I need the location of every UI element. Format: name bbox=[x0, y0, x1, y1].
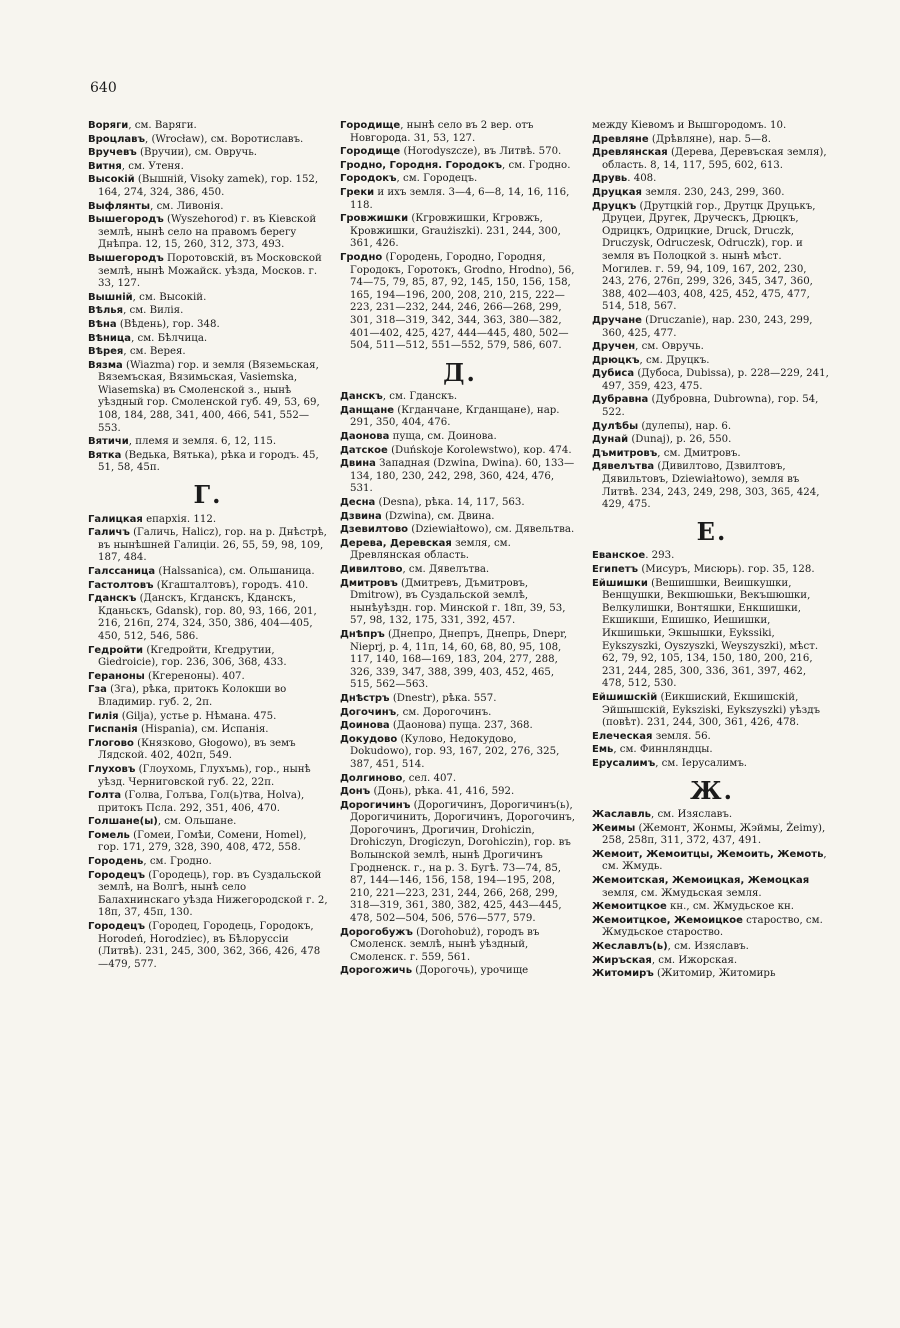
entry-text: (Hispania), см. Испанія. bbox=[137, 724, 269, 736]
entry-text: , (Wrocław), см. Воротиславъ. bbox=[144, 133, 304, 145]
index-entry bbox=[592, 173, 832, 186]
index-entry bbox=[592, 355, 832, 368]
index-entry bbox=[88, 830, 328, 855]
entry-headword: Жеимы bbox=[592, 822, 636, 834]
entry-headword: Вѣлья bbox=[88, 305, 124, 317]
entry-text: (Дубоса, Dubissa), р. 228—229, 241, 497, 359, 423, 475. bbox=[602, 368, 829, 392]
entry-text: (Duńskoje Korolewstwo), кор. 474. bbox=[387, 444, 572, 456]
index-entry bbox=[88, 684, 328, 709]
entry-text: , см. Бѣлчица. bbox=[131, 332, 208, 344]
index-entry bbox=[340, 707, 580, 720]
entry-text: (Городень, Городно, Городня, Городокъ, Горотокъ, Grodno, Hrodno), 56, 74—75, 79, 85, 87, 92, 145, 150, 156, 158, 165, 194—196, 200, 208, 210, 215, 222—223, 231—232, 244, 246, 266—268, 299, 301, 318—319, 342, 344, 363, 380—382, 401—402, 425, 427, 444—445, 480, 502—504, 511—512, 551—552, 579, 586, 607. bbox=[350, 251, 575, 352]
index-entry bbox=[340, 734, 580, 772]
entry-headword: Жемоитцкое bbox=[592, 901, 667, 913]
index-entry bbox=[592, 120, 832, 133]
entry-text: Западная (Dzwina, Dwina). 60, 133—134, 180, 230, 242, 298, 360, 424, 476, 531. bbox=[350, 458, 575, 495]
index-entry bbox=[340, 578, 580, 628]
entry-headword: Данскъ bbox=[340, 391, 383, 403]
entry-headword: Друцкъ bbox=[592, 200, 637, 212]
entry-headword: Высокій bbox=[88, 174, 135, 186]
entry-headword: Голшане(ы) bbox=[88, 816, 158, 828]
index-entry bbox=[592, 731, 832, 744]
entry-text: (Мисуръ, Мисюрь). гор. 35, 128. bbox=[638, 564, 815, 575]
entry-text: между Кіевомъ и Вышгородомъ. 10. bbox=[592, 120, 787, 131]
entry-text: (Dorohobuż), городъ въ Смоленск. землѣ, нынѣ уѣздный, Смоленск. г. 559, 561. bbox=[350, 926, 540, 963]
index-entry bbox=[592, 147, 832, 172]
entry-text: (Даонова) пуща. 237, 368. bbox=[389, 720, 533, 732]
entry-text: , нынѣ село въ 2 вер. отъ Новгорода. 31, 53, 127. bbox=[350, 120, 534, 144]
index-entry bbox=[340, 391, 580, 404]
index-entry bbox=[88, 870, 328, 920]
entry-headword: Вышегородъ bbox=[88, 252, 164, 264]
entry-headword: Гастолтовъ bbox=[88, 579, 154, 591]
index-entry bbox=[340, 511, 580, 524]
entry-headword: Гомель bbox=[88, 829, 130, 841]
entry-text: (Horodyszcze), въ Литвѣ. 570. bbox=[400, 146, 562, 158]
entry-headword: Вручевъ bbox=[88, 147, 137, 159]
entry-headword: Дубравна bbox=[592, 394, 649, 406]
entry-text: (Dnestr), рѣка. 557. bbox=[389, 692, 497, 704]
entry-text: (Городець), гор. въ Суздальской землѣ, на Волгѣ, нынѣ село Балахнинскаго уѣзда Нижегородской г. 2, 18п, 37, 45п, 130. bbox=[98, 869, 328, 919]
entry-text: (Wiazma) гор. и земля (Вяземьская, Вяземъская, Вязимьская, Vasiemska, Wiasemska) въ Смоленской з., нынѣ уѣздный гор. Смоленской губ. 49, 53, 69, 108, 184, 288, 341, 400, 466, 541, 552—553. bbox=[98, 359, 320, 434]
index-entry bbox=[592, 201, 832, 314]
entry-text: Поротовскій, въ Московской землѣ, нынѣ Можайск. уѣзда, Москов. г. 33, 127. bbox=[98, 252, 322, 290]
entry-headword: Данщане bbox=[340, 404, 395, 416]
page-number: 640 bbox=[90, 80, 117, 96]
entry-headword: Дручане bbox=[592, 314, 642, 326]
index-entry bbox=[592, 134, 832, 147]
index-entry bbox=[88, 645, 328, 670]
entry-text: , см. Варяги. bbox=[128, 120, 197, 131]
entry-headword: Жемоит, Жемоитцы, Жемоить, Жемоть bbox=[592, 848, 824, 860]
entry-headword: Друцкая bbox=[592, 186, 642, 198]
index-entry bbox=[592, 421, 832, 434]
index-entry bbox=[88, 566, 328, 579]
column-3 bbox=[592, 120, 832, 1310]
entry-text: (Druczanie), нар. 230, 243, 299, 360, 425, 477. bbox=[602, 314, 813, 339]
index-entry bbox=[340, 213, 580, 251]
entry-headword: Вятка bbox=[88, 449, 122, 461]
index-entry bbox=[340, 431, 580, 444]
entry-text: , см. Дорогочинъ. bbox=[396, 706, 492, 718]
index-entry bbox=[88, 319, 328, 332]
index-entry bbox=[592, 550, 832, 563]
index-entry bbox=[88, 120, 328, 133]
entry-text: , см. Ольшане. bbox=[157, 816, 237, 828]
entry-text: , см. Ливонія. bbox=[150, 200, 224, 212]
index-entry bbox=[340, 693, 580, 706]
entry-text: , см. Изяславъ. bbox=[650, 809, 733, 821]
index-entry bbox=[592, 368, 832, 393]
entry-headword: Елеческая bbox=[592, 730, 653, 742]
entry-headword: Вроцлавъ bbox=[88, 133, 145, 145]
entry-text: (Дорогичинъ, Дорогичинъ(ь), Дорогичинить, Дорогичинъ, Дорогочинъ, Дорогочинъ, Дрогичин, Drohiczin, Drohiczyn, Drogiczyn, Dorohiczin), гор. въ Волынской землѣ, нынѣ Дрогичинъ Гродненск. г., на р. З. Бугѣ. 73—74, 85, 87, 144—146, 156, 158, 194—195, 208, 210, 221—223, 231, 244, 266, 268, 299, 318—319, 361, 380, 382, 425, 443—445, 478, 502—504, 506, 576—577, 579. bbox=[350, 799, 576, 925]
entry-text: (Дмитревъ, Дъмитровъ, Dmitrow), въ Суздальской землѣ, нынѣуѣздн. гор. Минской г. 18п, 39, 53, 57, 98, 132, 175, 331, 392, 457. bbox=[350, 577, 566, 627]
entry-headword: Дрюцкъ bbox=[592, 354, 640, 366]
entry-text: (Dzwina), см. Двина. bbox=[381, 510, 495, 522]
index-entry bbox=[88, 360, 328, 436]
index-entry bbox=[88, 292, 328, 305]
index-entry bbox=[592, 968, 832, 981]
index-entry bbox=[340, 927, 580, 965]
entry-headword: Дубиса bbox=[592, 368, 635, 380]
entry-headword: Галицкая bbox=[88, 513, 143, 525]
entry-text: (Dziewiałtowo), см. Дявельтва. bbox=[408, 524, 575, 536]
index-entry bbox=[88, 790, 328, 815]
entry-headword: Гданскъ bbox=[88, 593, 137, 605]
index-entry bbox=[592, 758, 832, 771]
entry-headword: Вязма bbox=[88, 359, 123, 371]
entry-headword: Гедройти bbox=[88, 644, 144, 656]
index-entry bbox=[88, 201, 328, 214]
entry-headword: Городень bbox=[88, 856, 144, 868]
column-1 bbox=[88, 120, 328, 1310]
entry-text: (Halssanica), см. Ольшаница. bbox=[155, 566, 315, 577]
entry-text: , см. Финнляндцы. bbox=[613, 744, 713, 756]
entry-text: (Wyszehorod) г. въ Кіевской землѣ, нынѣ село на правомъ берегу Днѣпра. 12, 15, 260, 312, 373, 493. bbox=[98, 214, 317, 251]
entry-headword: Даонова bbox=[340, 431, 390, 443]
index-entry bbox=[88, 346, 328, 359]
entry-text: (Вѣдень), гор. 348. bbox=[116, 318, 220, 330]
entry-headword: Вышегородъ bbox=[88, 214, 164, 226]
entry-headword: Дулѣбы bbox=[592, 420, 639, 432]
index-entry bbox=[340, 538, 580, 563]
index-entry bbox=[88, 134, 328, 147]
index-entry bbox=[340, 146, 580, 159]
index-entry bbox=[592, 955, 832, 968]
entry-headword: Еванское bbox=[592, 550, 646, 562]
entry-text: (Дорогочь), урочище bbox=[412, 965, 529, 977]
index-entry bbox=[592, 809, 832, 822]
entry-text: , см. Утеня. bbox=[121, 160, 184, 172]
index-entry bbox=[592, 434, 832, 447]
entry-headword: Дмитровъ bbox=[340, 577, 398, 589]
entry-text: , племя и земля. 6, 12, 115. bbox=[128, 436, 277, 448]
index-entry bbox=[340, 173, 580, 186]
entry-text: , см. Овручь. bbox=[635, 341, 704, 353]
entry-headword: Долгиново bbox=[340, 772, 403, 784]
entry-headword: Египетъ bbox=[592, 564, 639, 575]
section-letter-heading: Д. bbox=[443, 357, 477, 387]
section-letter-heading: Е. bbox=[696, 516, 728, 546]
entry-text: , см. Изяславъ. bbox=[667, 941, 749, 953]
entry-text: (Городец, Городець, Городокъ, Horodeń, Horodziec), въ Бѣлоруссіи (Литвѣ). 231, 245, 300, 362, 366, 426, 478—479, 577. bbox=[98, 921, 321, 970]
entry-text: , сел. 407. bbox=[402, 772, 457, 784]
entry-headword: Гилія bbox=[88, 710, 119, 722]
index-entry bbox=[88, 214, 328, 252]
entry-text: (Глоухомь, Глухъмь), гор., нынѣ уѣзд. Черниговской губ. 22, 22п. bbox=[98, 763, 311, 788]
entry-text: , см. Жмудь. bbox=[602, 848, 827, 873]
entry-text: (Дерева, Деревъская земля), область. 8, 14, 117, 595, 602, 613. bbox=[602, 147, 827, 171]
entry-text: (Жемонт, Жонмы, Жэймы, Żeimy), 258, 258п, 311, 372, 437, 491. bbox=[602, 822, 826, 847]
entry-text: (Вышній, Visoky zamek), гор. 152, 164, 274, 324, 386, 450. bbox=[98, 174, 319, 198]
index-entry bbox=[592, 461, 832, 511]
section-letter-heading: Г. bbox=[193, 480, 223, 510]
entry-text: (Кгаштaлтовъ), городъ. 410. bbox=[153, 579, 309, 591]
entry-headword: Голта bbox=[88, 790, 122, 802]
entry-headword: Греки bbox=[340, 186, 375, 198]
entry-headword: Городокъ bbox=[340, 173, 397, 185]
index-entry bbox=[592, 849, 832, 874]
index-entry bbox=[340, 187, 580, 212]
index-entry bbox=[88, 921, 328, 971]
index-entry bbox=[340, 720, 580, 733]
index-entry bbox=[88, 450, 328, 475]
entry-text: (Зга), рѣка, притокъ Колокши во Владимир. губ. 2, 2п. bbox=[98, 684, 287, 708]
entry-headword: Древляне bbox=[592, 133, 649, 145]
entry-headword: Днѣпръ bbox=[340, 628, 385, 640]
index-entry bbox=[592, 692, 832, 730]
entry-text: , см. Высокій. bbox=[132, 291, 207, 303]
entry-text: староство, см. Жмудьское староство. bbox=[602, 914, 823, 939]
entry-text: , см. Гродно. bbox=[143, 856, 212, 868]
entry-headword: Житомиръ bbox=[592, 968, 654, 980]
entry-headword: Вышній bbox=[88, 291, 133, 303]
entry-headword: Дивилтово bbox=[340, 564, 403, 575]
entry-text: , см. Іерусалимъ. bbox=[655, 757, 748, 769]
entry-text: (Донь), рѣка. 41, 416, 592. bbox=[370, 786, 515, 798]
entry-headword: Друвь bbox=[592, 173, 628, 185]
entry-headword: Жиръская bbox=[592, 954, 652, 966]
entry-text: (Gilja), устье р. Нѣмана. 475. bbox=[118, 710, 277, 722]
entry-text: (Вешишшки, Веишкушки, Венщушки, Векшюшьки, Векъшюшки, Велкулишки, Вонтяшки, Енкшишки, Екшикши, Ешишко, Иешишки, Икшишьки, Экшышки, Eykssiki, Eykszyszki, Oyszyszki, Weyszyszki), мѣст. 62, 79, 92, 105, 134, 150, 180, 200, 216, 231, 244, 285, 300, 336, 361, 397, 462, 478, 512, 530. bbox=[602, 577, 819, 690]
entry-text: земля. 230, 243, 299, 360. bbox=[641, 186, 785, 198]
index-entry bbox=[340, 405, 580, 430]
entry-headword: Дорогичинъ bbox=[340, 799, 411, 811]
entry-headword: Гродно, Городня. Городокъ bbox=[340, 159, 503, 171]
entry-headword: Дунай bbox=[592, 434, 629, 446]
entry-headword: Галссаница bbox=[88, 566, 156, 577]
entry-text: . 293. bbox=[645, 550, 675, 562]
index-entry bbox=[592, 823, 832, 848]
entry-text: (Dunaj), р. 26, 550. bbox=[628, 434, 732, 446]
entry-headword: Емь bbox=[592, 744, 614, 756]
index-entry bbox=[340, 629, 580, 692]
entry-text: , см. Дмитровъ. bbox=[657, 447, 741, 459]
index-entry bbox=[592, 901, 832, 914]
entry-headword: Глогово bbox=[88, 737, 134, 749]
entry-text: (Друтцкій гор., Друтцк Друцькъ, Друцеи, Другек, Друческъ, Дрюцкъ, Одрицкъ, Одрицкие, Druck, Druczk, Druczysk, Odruczesk, Odruczk), гор. и земля въ Полоцкой з. нынѣ мѣст. Могилев. г. 59, 94, 109, 167, 202, 230, 243, 276, 276п, 299, 326, 345, 347, 360, 388, 402—403, 408, 425, 452, 475, 477, 514, 518, 567. bbox=[602, 200, 816, 313]
entry-text: (Галичь, Halicz), гор. на р. Днѣстрѣ, въ нынѣшней Галиціи. 26, 55, 59, 98, 109, 187, 484. bbox=[98, 527, 327, 564]
entry-headword: Дорогожичь bbox=[340, 965, 413, 977]
index-entry bbox=[88, 593, 328, 643]
index-entry bbox=[88, 856, 328, 869]
entry-text: , см. Городецъ. bbox=[396, 173, 478, 185]
entry-headword: Ерусалимъ bbox=[592, 757, 656, 769]
entry-headword: Доинова bbox=[340, 720, 390, 732]
index-entry bbox=[340, 458, 580, 496]
entry-text: (Дубровна, Dubrowna), гор. 54, 522. bbox=[602, 394, 819, 419]
entry-text: (Данскъ, Кгданскъ, Кданскъ, Кданьскъ, Gdansk), гор. 80, 93, 166, 201, 216, 216п, 274, 324, 350, 386, 404—405, 450, 512, 546, 586. bbox=[98, 593, 317, 642]
entry-headword: Галичъ bbox=[88, 527, 130, 539]
entry-text: (Кгереноны). 407. bbox=[144, 670, 245, 682]
entry-headword: Глуховъ bbox=[88, 763, 136, 775]
entry-text: (Князково, Głogowo), въ земъ Лядской. 402, 402п, 549. bbox=[98, 737, 296, 762]
entry-headword: Городище bbox=[340, 146, 401, 158]
entry-headword: Гродно bbox=[340, 251, 383, 263]
entry-headword: Вятичи bbox=[88, 436, 129, 448]
index-entry bbox=[88, 724, 328, 737]
entry-text: , см. Ижорская. bbox=[651, 954, 738, 966]
entry-text: пуща, см. Доинова. bbox=[389, 431, 497, 443]
entry-headword: Выфлянты bbox=[88, 200, 151, 212]
entry-text: , см. Дявелътва. bbox=[402, 564, 490, 575]
entry-text: , см. Гданскъ. bbox=[382, 391, 458, 403]
entry-headword: Десна bbox=[340, 497, 376, 509]
entry-headword: Жаславль bbox=[592, 809, 651, 821]
entry-headword: Двина bbox=[340, 458, 376, 470]
entry-headword: Дзвина bbox=[340, 510, 382, 522]
entry-headword: Гровжишки bbox=[340, 213, 409, 225]
entry-text: земля, см. Жмудьская земля. bbox=[602, 887, 762, 899]
index-entry bbox=[340, 773, 580, 786]
entry-headword: Догочинъ bbox=[340, 706, 397, 718]
index-entry bbox=[88, 253, 328, 291]
section-letter-heading: Ж. bbox=[690, 775, 734, 805]
index-entry bbox=[88, 527, 328, 565]
entry-text: (Дивилтово, Дзвилтовъ, Дявильтовъ, Dziewiałtowo), земля въ Литвѣ. 234, 243, 249, 298, 303, 365, 424, 429, 475. bbox=[602, 461, 820, 511]
entry-text: (Кгданчане, Кгданщане), нар. 291, 350, 404, 476. bbox=[350, 404, 560, 429]
index-entry bbox=[592, 744, 832, 757]
entry-headword: Дорогобужъ bbox=[340, 926, 413, 938]
index-entry bbox=[88, 436, 328, 449]
entry-headword: Гза bbox=[88, 684, 107, 696]
entry-text: епархія. 112. bbox=[142, 513, 217, 525]
index-entry bbox=[592, 187, 832, 200]
entry-text: . 408. bbox=[627, 173, 657, 185]
index-entry bbox=[592, 578, 832, 691]
index-entry bbox=[88, 738, 328, 763]
entry-headword: Дручен bbox=[592, 341, 636, 353]
entry-text: (Дрѣвляне), нар. 5—8. bbox=[648, 133, 771, 145]
index-entry bbox=[340, 965, 580, 978]
entry-text: (Desna), рѣка. 14, 117, 563. bbox=[375, 497, 525, 509]
entry-text: (Кулово, Недокудово, Dokudowo), гор. 93, 167, 202, 276, 325, 387, 451, 514. bbox=[350, 733, 560, 770]
entry-text: (Еикшиский, Екшишскій, Эйшышскій, Eyksziski, Eykszyszki) уѣздъ (повѣт). 231, 244, 300, 361, 426, 478. bbox=[602, 691, 820, 729]
index-entry bbox=[592, 875, 832, 900]
entry-text: (Кгровжишки, Кгровжъ, Кровжишки, Graużiszki). 231, 244, 300, 361, 426. bbox=[350, 213, 561, 250]
index-entry bbox=[592, 448, 832, 461]
index-entry bbox=[88, 671, 328, 684]
index-entry bbox=[340, 497, 580, 510]
entry-headword: Гиспанія bbox=[88, 724, 138, 736]
entry-text: земля, см. Древлянская область. bbox=[350, 537, 511, 562]
index-entry bbox=[592, 915, 832, 940]
entry-text: (Кгедройти, Кгедрутии, Giedroicie), гор. 236, 306, 368, 433. bbox=[98, 644, 287, 669]
entry-text: кн., см. Жмудьское кн. bbox=[666, 901, 795, 913]
column-2 bbox=[340, 120, 580, 1310]
entry-headword: Дъмитровъ bbox=[592, 447, 658, 459]
index-entry bbox=[88, 816, 328, 829]
entry-text: (Вручии), см. Овручь. bbox=[136, 147, 258, 159]
index-entry bbox=[592, 315, 832, 340]
index-entry bbox=[88, 174, 328, 199]
index-entry bbox=[88, 147, 328, 160]
index-entry bbox=[592, 341, 832, 354]
entry-headword: Городецъ bbox=[88, 921, 146, 933]
entry-headword: Древлянская bbox=[592, 147, 668, 159]
index-entry bbox=[592, 941, 832, 954]
index-entry bbox=[88, 333, 328, 346]
entry-headword: Дерева, Деревская bbox=[340, 537, 452, 549]
entry-headword: Дявелътва bbox=[592, 461, 655, 473]
entry-text: (дулепы), нар. 6. bbox=[638, 420, 732, 432]
entry-headword: Докудово bbox=[340, 733, 398, 745]
entry-headword: Днѣстръ bbox=[340, 692, 390, 704]
entry-headword: Датское bbox=[340, 444, 388, 456]
entry-text: и ихъ земля. 3—4, 6—8, 14, 16, 116, 118. bbox=[350, 186, 570, 211]
index-entry bbox=[592, 394, 832, 419]
index-entry bbox=[88, 305, 328, 318]
index-entry bbox=[88, 161, 328, 174]
entry-text: земля. 56. bbox=[652, 730, 711, 742]
entry-text: (Житомир, Житомирь bbox=[653, 968, 776, 980]
entry-headword: Вѣна bbox=[88, 318, 117, 330]
entry-text: , см. Друцкъ. bbox=[639, 354, 710, 366]
index-columns bbox=[88, 120, 840, 1310]
entry-headword: Ейшишскій bbox=[592, 691, 658, 703]
index-entry bbox=[340, 445, 580, 458]
entry-text: , см. Верея. bbox=[123, 346, 186, 358]
entry-text: (Гомеи, Гомѣи, Сомени, Homel), гор. 171, 279, 328, 390, 408, 472, 558. bbox=[98, 829, 307, 854]
index-entry bbox=[592, 564, 832, 577]
index-entry bbox=[340, 564, 580, 577]
index-entry bbox=[340, 524, 580, 537]
entry-headword: Ейшишки bbox=[592, 577, 648, 589]
entry-headword: Жеславлъ(ь) bbox=[592, 941, 668, 953]
index-entry bbox=[88, 711, 328, 724]
entry-headword: Вѣница bbox=[88, 332, 132, 344]
entry-headword: Вѣрея bbox=[88, 346, 124, 358]
index-entry bbox=[88, 764, 328, 789]
entry-headword: Донъ bbox=[340, 786, 371, 798]
entry-headword: Жемоитцкое, Жемоицкое bbox=[592, 914, 743, 926]
entry-headword: Дзевилтово bbox=[340, 524, 409, 536]
entry-headword: Городецъ bbox=[88, 869, 146, 881]
index-entry bbox=[88, 580, 328, 593]
entry-headword: Гераноны bbox=[88, 670, 145, 682]
entry-text: (Ведька, Вятька), рѣка и городъ. 45, 51, 58, 45п. bbox=[98, 449, 319, 474]
entry-text: (Днепро, Днепръ, Днепрь, Dnepr, Nieprj, р. 4, 11п, 14, 60, 68, 80, 95, 108, 117, 140, 168—169, 183, 204, 277, 288, 326, 339, 347, 388, 399, 403, 452, 465, 515, 562—563. bbox=[350, 628, 568, 691]
index-entry bbox=[88, 514, 328, 527]
entry-text: (Голва, Голъва, Гол(ь)тва, Holva), притокъ Псла. 292, 351, 406, 470. bbox=[98, 790, 305, 814]
entry-headword: Воряги bbox=[88, 120, 129, 131]
entry-text: , см. Гродно. bbox=[502, 159, 571, 171]
entry-headword: Городище bbox=[340, 120, 401, 131]
index-entry bbox=[340, 800, 580, 926]
entry-text: , см. Вилія. bbox=[123, 305, 184, 317]
index-entry bbox=[340, 252, 580, 353]
index-entry bbox=[340, 160, 580, 173]
entry-headword: Жемоитская, Жемоицкая, Жемоцкая bbox=[592, 875, 810, 887]
entry-headword: Витня bbox=[88, 160, 122, 172]
index-entry bbox=[340, 786, 580, 799]
index-entry bbox=[340, 120, 580, 145]
